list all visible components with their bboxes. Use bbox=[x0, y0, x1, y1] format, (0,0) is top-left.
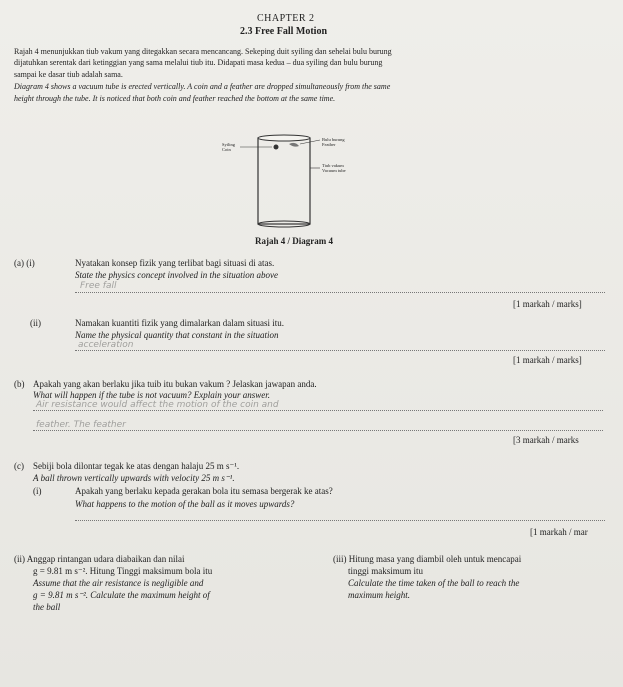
diagram-caption: Rajah 4 / Diagram 4 bbox=[255, 236, 333, 246]
q-a-i-answer: Free fall bbox=[80, 281, 117, 291]
q-b-marks: [3 markah / marks bbox=[513, 435, 579, 445]
answer-line bbox=[33, 430, 603, 431]
intro-ms-line2: dijatuhkan serentak dari ketinggian yang sama melalui tiub itu. Didapati masa kedua – dua syiling dan bulu burung bbox=[14, 58, 383, 67]
intro-ms-line1: Rajah 4 menunjukkan tiub vakum yang ditegakkan secara mencancang. Sekeping duit syiling dan sehelai bulu burung bbox=[14, 47, 392, 56]
q-c-iii-line2: tinggi maksimum itu bbox=[348, 566, 424, 576]
q-c-ii-line4: g = 9.81 m s⁻². Calculate the maximum height of bbox=[33, 590, 210, 600]
q-c-number: (c) bbox=[14, 461, 24, 471]
q-c-i-en: What happens to the motion of the ball as it moves upwards? bbox=[75, 499, 295, 509]
q-a-ii-marks: [1 markah / marks] bbox=[513, 355, 582, 365]
q-c-ii-line5: the ball bbox=[33, 602, 61, 612]
q-b-answer-line2: feather. The feather bbox=[36, 420, 126, 430]
q-c-i-number: (i) bbox=[33, 486, 42, 496]
feather-shape bbox=[289, 143, 299, 147]
q-a-ii-answer: acceleration bbox=[78, 340, 134, 350]
intro-ms-line3: sampai ke dasar tiub adalah sama. bbox=[14, 70, 123, 79]
coin-label: Syiling Coin bbox=[222, 142, 236, 153]
feather-label: Bulu burung Feather bbox=[322, 137, 345, 148]
answer-line bbox=[33, 410, 603, 411]
answer-line bbox=[75, 292, 605, 293]
q-c-en: A ball thrown vertically upwards with velocity 25 m s⁻¹. bbox=[33, 473, 235, 483]
q-b-en: What will happen if the tube is not vacuum? Explain your answer. bbox=[33, 390, 270, 400]
q-a-i-marks: [1 markah / marks] bbox=[513, 299, 582, 309]
q-c-ii-line3: Assume that the air resistance is negligible and bbox=[33, 578, 204, 588]
q-a-ii-ms: Namakan kuantiti fizik yang dimalarkan dalam situasi itu. bbox=[75, 318, 284, 328]
intro-en-line1: Diagram 4 shows a vacuum tube is erected vertically. A coin and a feather are dropped simultaneously from the same bbox=[14, 82, 391, 91]
section-heading: 2.3 Free Fall Motion bbox=[240, 26, 328, 37]
q-c-ii-line2: g = 9.81 m s⁻². Hitung Tinggi maksimum bola itu bbox=[33, 566, 213, 576]
q-b-ms: Apakah yang akan berlaku jika tuib itu bukan vakum ? Jelaskan jawapan anda. bbox=[33, 379, 317, 389]
q-c-ii-line1: (ii) Anggap rintangan udara diabaikan dan nilai bbox=[14, 554, 185, 564]
q-c-i-marks: [1 markah / mar bbox=[530, 527, 588, 537]
q-a-i-en: State the physics concept involved in the situation above bbox=[75, 270, 278, 280]
intro-en-line2: height through the tube. It is noticed that both coin and feather reached the bottom at the same time. bbox=[14, 94, 336, 103]
answer-line bbox=[75, 520, 605, 521]
q-c-iii-line1: (iii) Hitung masa yang diambil oleh untuk mencapai bbox=[333, 554, 522, 564]
q-b-number: (b) bbox=[14, 379, 25, 389]
q-c-i-ms: Apakah yang berlaku kepada gerakan bola itu semasa bergerak ke atas? bbox=[75, 486, 333, 496]
tube-label: Tiub vakum Vacuum tube bbox=[322, 163, 346, 174]
answer-line bbox=[75, 350, 605, 351]
q-c-iii-line4: maximum height. bbox=[348, 590, 410, 600]
coin-shape bbox=[274, 145, 279, 150]
chapter-heading: CHAPTER 2 bbox=[257, 13, 315, 24]
q-a-i-number: (a) (i) bbox=[14, 258, 35, 268]
q-c-ms: Sebiji bola dilontar tegak ke atas dengan halaju 25 m s⁻¹. bbox=[33, 461, 240, 471]
q-b-answer-line1: Air resistance would affect the motion of the coin and bbox=[36, 400, 279, 410]
q-a-ii-en: Name the physical quantity that constant in the situation bbox=[75, 330, 279, 340]
q-a-i-ms: Nyatakan konsep fizik yang terlibat bagi situasi di atas. bbox=[75, 258, 275, 268]
q-c-iii-line3: Calculate the time taken of the ball to reach the bbox=[348, 578, 520, 588]
q-a-ii-number: (ii) bbox=[30, 318, 41, 328]
